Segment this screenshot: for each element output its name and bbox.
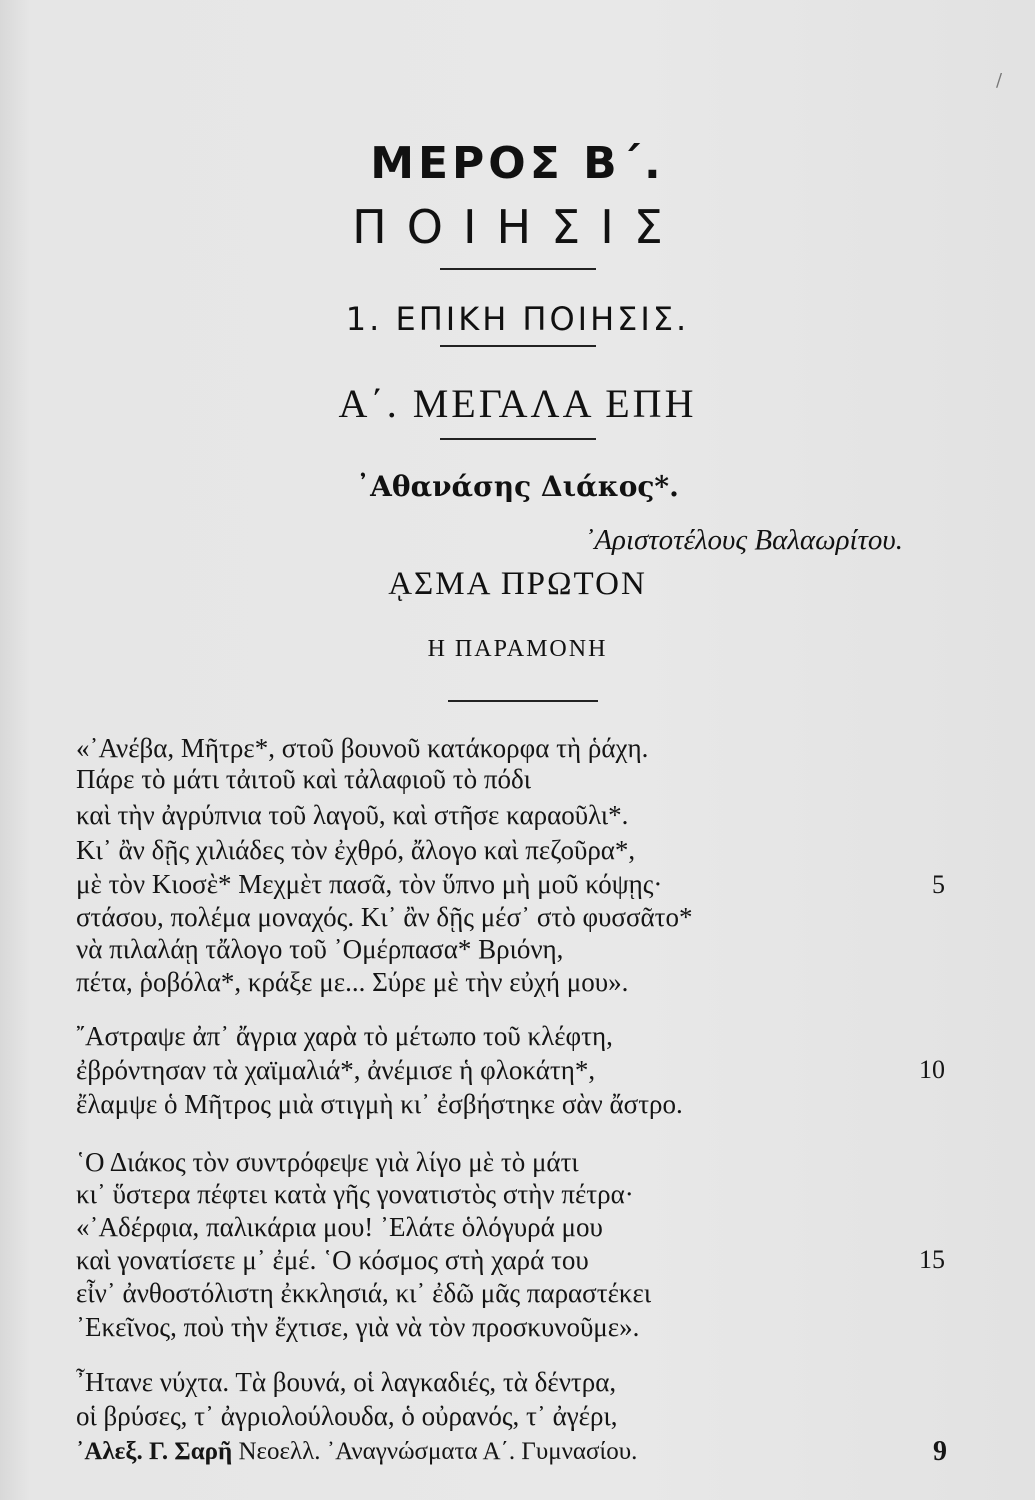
footer-author: ᾿Αλεξ. Γ. Σαρῆ [76,1438,233,1465]
verse-line: «᾿Ανέβα, Μῆτρε*, στοῦ βουνοῦ κατάκορφα τὴ ῥάχη. [76,733,649,763]
verse-line: «᾿Αδέρφια, παλικάρια μου! ᾿Ελάτε ὁλόγυρά μου [76,1212,603,1242]
line-number: 15 [919,1245,945,1274]
footer-credit [76,1438,637,1466]
divider-rule [440,345,596,347]
line-number: 10 [919,1055,945,1084]
verse-line: καὶ τὴν ἀγρύπνια τοῦ λαγοῦ, καὶ στῆσε καραοῦλι*. [76,800,629,830]
divider-rule [448,700,598,702]
poem-title: ᾿Αθανάσης Διάκος*. [356,470,679,503]
verse-line: ῏Ητανε νύχτα. Τὰ βουνά, οἱ λαγκαδιές, τὰ δέντρα, [76,1367,617,1397]
verse-line: πέτα, ῥοβόλα*, κράξε με... Σύρε μὲ τὴν εὐχή μου». [76,967,629,997]
verse-line: καὶ γονατίσετε μ᾿ ἐμέ. ῾Ο κόσμος στὴ χαρά του [76,1245,589,1275]
verse-line: ῾Ο Διάκος τὸν συντρόφεψε γιὰ λίγο μὲ τὸ μάτι [76,1147,579,1177]
verse-line: ἐβρόντησαν τὰ χαϊμαλιά*, ἀνέμισε ἡ φλοκάτη*, [76,1055,596,1085]
section-title: 1. ΕΠΙΚΗ ΠΟΙΗΣΙΣ. [345,300,690,338]
poem-author: ᾿Αριστοτέλους Βαλαωρίτου. [584,524,903,556]
divider-rule [440,438,596,440]
margin-mark: / [996,70,1003,91]
line-number: 5 [932,870,945,899]
verse-line: μὲ τὸν Κιοσὲ* Μεχμὲτ πασᾶ, τὸν ὕπνο μὴ μοῦ κόψῃς· [76,869,663,899]
canto-subtitle: Η ΠΑΡΑΜΟΝΗ [427,636,608,662]
verse-line: νὰ πιλαλάῃ τἄλογο τοῦ ᾿Ομέρπασα* Βριόνη, [76,934,564,964]
verse-line: ᾿Εκεῖνος, ποὺ τὴν ἔχτισε, γιὰ νὰ τὸν προσκυνοῦμε». [76,1312,640,1342]
verse-line: οἱ βρύσες, τ᾿ ἀγριολούλουδα, ὁ οὐρανός, τ᾿ ἀγέρι, [76,1401,618,1431]
verse-line: ῎Αστραψε ἀπ᾿ ἄγρια χαρὰ τὸ μέτωπο τοῦ κλέφτη, [76,1021,613,1051]
verse-line: κι᾿ ὕστερα πέφτει κατὰ γῆς γονατιστὸς στὴν πέτρα· [76,1179,634,1209]
verse-line: Κι᾿ ἂν δῇς χιλιάδες τὸν ἐχθρό, ἄλογο καὶ πεζοῦρα*, [76,835,636,865]
part-title: ΜΕΡΟΣ Β΄. [370,138,665,189]
canto-title: ᾼΣΜΑ ΠΡΩΤΟΝ [388,566,647,602]
page-number: 9 [933,1436,947,1467]
verse-line: στάσου, πολέμα μοναχός. Κι᾿ ἂν δῇς μέσ᾿ στὸ φυσσᾶτο* [76,902,693,932]
poetry-title: ΠΟΙΗΣΙΣ [352,200,683,254]
footer-book-title: Νεοελλ. ᾿Αναγνώσματα Α΄. Γυμνασίου. [238,1438,638,1465]
subsection-title: Α΄. ΜΕΓΑΛΑ ΕΠΗ [338,381,697,426]
divider-rule [440,268,596,270]
verse-line: εἶν᾿ ἀνθοστόλιστη ἐκκλησιά, κι᾿ ἐδῶ μᾶς παραστέκει [76,1278,652,1308]
verse-line: ἔλαμψε ὁ Μῆτρος μιὰ στιγμὴ κι᾿ ἐσβήστηκε σὰν ἄστρο. [76,1089,683,1119]
verse-line: Πάρε τὸ μάτι τἀιτοῦ καὶ τἀλαφιοῦ τὸ πόδι [76,764,531,794]
